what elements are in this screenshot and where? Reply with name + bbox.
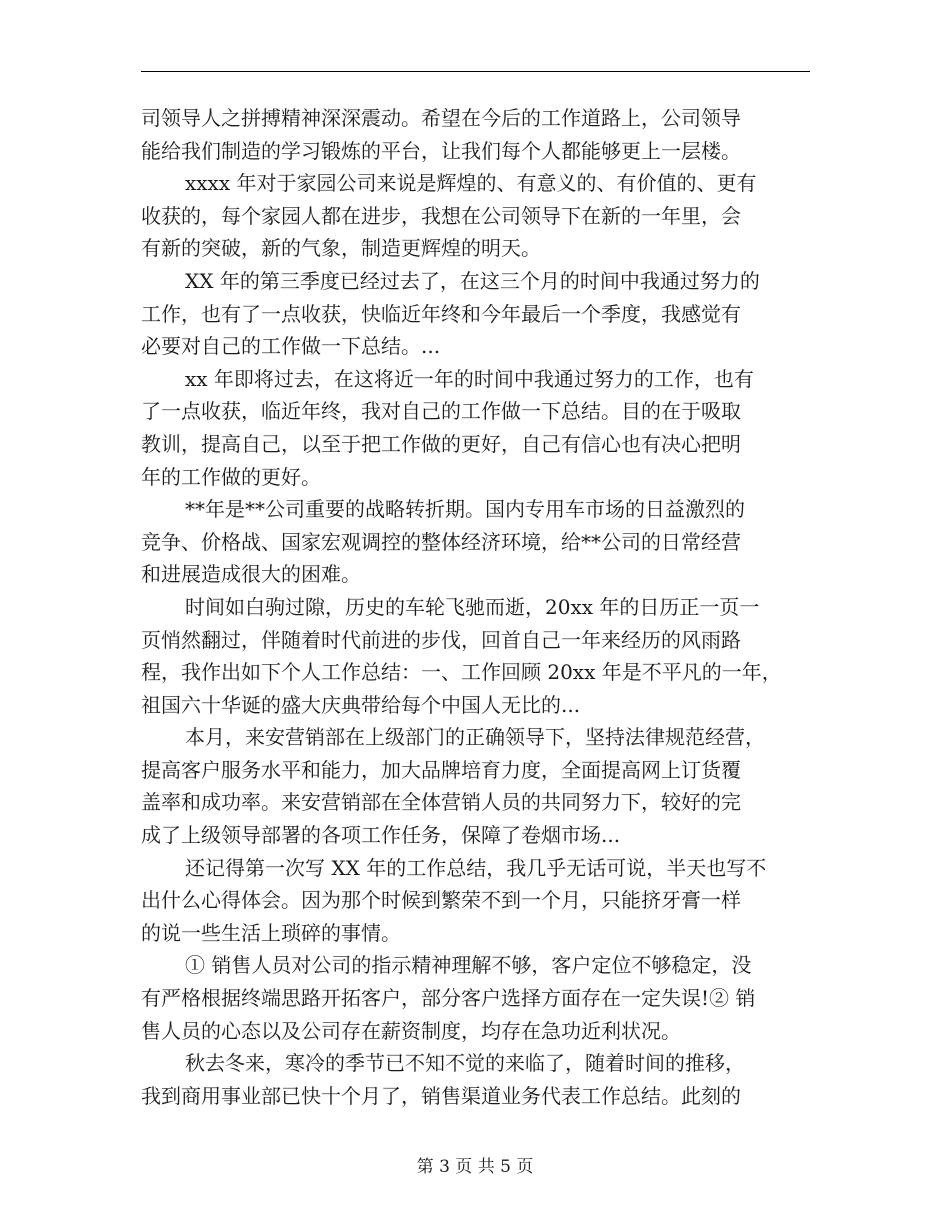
text-line: 程，我作出如下个人工作总结：一、工作回顾 20xx 年是不平凡的一年， [141,660,782,685]
document-body [141,102,813,1112]
text-line: xxxx 年对于家园公司来说是辉煌的、有意义的、有价值的、更有 [185,171,757,196]
text-line: 年的工作做的更好。 [141,464,321,489]
header-rule [141,71,810,72]
text-line: 收获的，每个家园人都在进步，我想在公司领导下在新的一年里，会 [141,203,741,228]
text-line: 工作，也有了一点收获，快临近年终和今年最后一个季度，我感觉有 [141,301,741,326]
text-line: ① 销售人员对公司的指示精神理解不够，客户定位不够稳定，没 [185,953,752,978]
text-line: 能给我们制造的学习锻炼的平台，让我们每个人都能够更上一层楼。 [141,138,741,163]
text-line: 售人员的心态以及公司存在薪资制度，均存在急功近利状况。 [141,1018,681,1043]
text-line: 的说一些生活上琐碎的事情。 [141,920,401,945]
text-line: 有新的突破，新的气象，制造更辉煌的明天。 [141,236,541,261]
text-line: 祖国六十华诞的盛大庆典带给每个中国人无比的... [141,692,581,717]
text-line: XX 年的第三季度已经过去了，在这三个月的时间中我通过努力的 [185,268,760,293]
text-line: 和进展造成很大的困难。 [141,562,361,587]
text-line: 教训，提高自己，以至于把工作做的更好，自己有信心也有决心把明 [141,431,741,456]
text-line: 本月，来安营销部在上级部门的正确领导下，坚持法律规范经营， [185,725,765,750]
page-number: 第 3 页 共 5 页 [416,1157,534,1177]
text-line: 必要对自己的工作做一下总结。... [141,334,441,359]
text-line: 盖率和成功率。来安营销部在全体营销人员的共同努力下，较好的完 [141,790,741,815]
text-line: **年是**公司重要的战略转折期。国内专用车市场的日益激烈的 [185,497,745,522]
text-line: 秋去冬来，寒冷的季节已不知不觉的来临了，随着时间的推移， [185,1051,745,1076]
text-line: 有严格根据终端思路开拓客户，部分客户选择方面存在一定失误!② 销 [141,986,756,1011]
text-line: 出什么心得体会。因为那个时候到繁荣不到一个月，只能挤牙膏一样 [141,888,741,913]
text-line: 时间如白驹过隙，历史的车轮飞驰而逝，20xx 年的日历正一页一 [185,594,760,619]
text-line: 提高客户服务水平和能力，加大品牌培育力度，全面提高网上订货覆 [141,757,741,782]
text-line: 还记得第一次写 XX 年的工作总结，我几乎无话可说，半天也写不 [185,855,767,880]
text-line: 了一点收获，临近年终，我对自己的工作做一下总结。目的在于吸取 [141,399,741,424]
text-line: 页悄然翻过，伴随着时代前进的步伐，回首自己一年来经历的风雨路 [141,627,741,652]
text-line: xx 年即将过去，在这将近一年的时间中我通过努力的工作，也有 [185,366,754,391]
text-line: 竞争、价格战、国家宏观调控的整体经济环境，给**公司的日常经营 [141,529,741,554]
text-line: 司领导人之拼搏精神深深震动。希望在今后的工作道路上，公司领导 [141,106,741,130]
text-line: 我到商用事业部已快十个月了，销售渠道业务代表工作总结。此刻的 [141,1083,741,1108]
text-line: 成了上级领导部署的各项工作任务，保障了卷烟市场... [141,823,621,848]
